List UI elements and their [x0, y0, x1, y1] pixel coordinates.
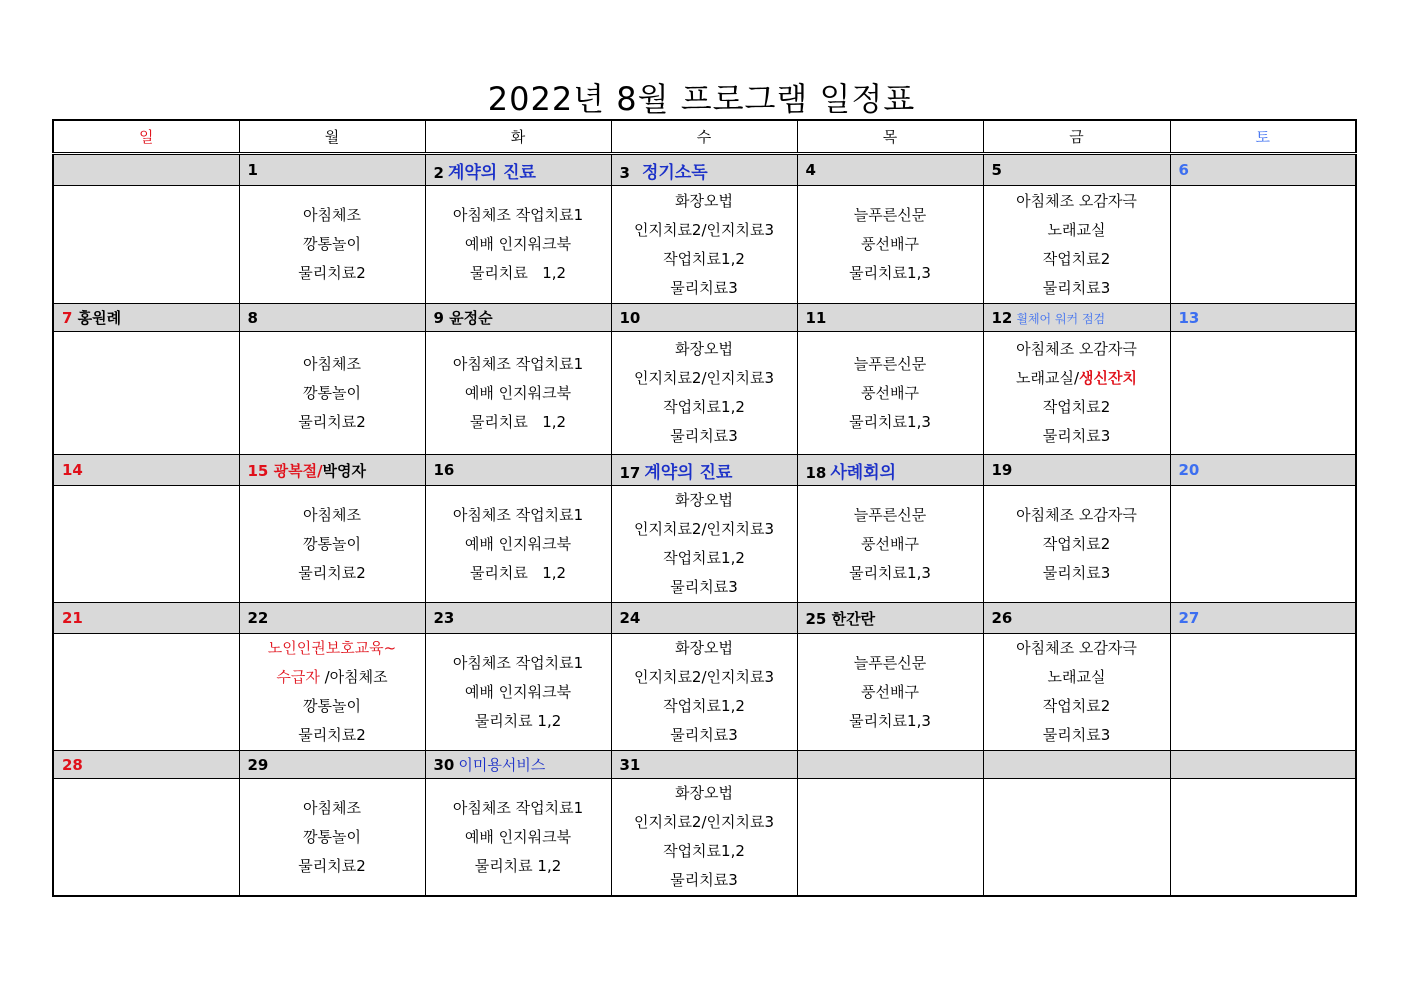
- program-line: 깡통놀이: [303, 697, 361, 715]
- program-line: 인지치료2/인지치료3: [633, 220, 775, 239]
- program-cell: [611, 634, 797, 751]
- date-cell: [53, 603, 239, 634]
- page-title: 2022년 8월 프로그램 일정표: [487, 80, 916, 118]
- date-cell: [239, 603, 425, 634]
- date-number: 25: [805, 609, 827, 628]
- program-line: 물리치료1,3: [849, 563, 931, 582]
- date-cell: [53, 304, 239, 332]
- program-line: 물리치료3: [670, 427, 738, 445]
- program-line: 아침체조 작업치료1: [452, 505, 584, 524]
- date-cell: [53, 751, 239, 779]
- program-cell: [239, 486, 425, 603]
- date-cell: [1170, 455, 1356, 486]
- event-label: 정기소독: [641, 162, 708, 183]
- program-line: 노래교실: [1047, 220, 1106, 239]
- program-line: 물리치료1,3: [849, 711, 931, 730]
- weekday-mon: 월: [239, 120, 425, 154]
- program-line: 물리치료 1,2: [469, 412, 567, 431]
- program-cell: [611, 332, 797, 455]
- date-number: 20: [1178, 461, 1200, 479]
- program-line: 늘푸른신문: [853, 653, 927, 672]
- date-number: 23: [433, 609, 455, 627]
- date-cell: [239, 751, 425, 779]
- program-cell: [239, 332, 425, 455]
- date-cell: [53, 154, 239, 186]
- date-cell: [983, 455, 1170, 486]
- program-line: 작업치료2: [1042, 697, 1111, 715]
- program-line: 아침체조 오감자극: [1016, 639, 1137, 657]
- date-cell: [797, 154, 983, 186]
- program-line: 작업치료1,2: [663, 697, 745, 715]
- program-line: 물리치료1,3: [849, 412, 931, 431]
- program-line: 물리치료1,3: [849, 264, 931, 282]
- weekday-thu: 목: [797, 120, 983, 154]
- date-cell: [797, 304, 983, 332]
- event-label: 계약의 진료: [447, 162, 536, 183]
- date-number: 9: [433, 309, 444, 327]
- date-number: 30: [433, 756, 455, 774]
- date-number: 18: [805, 463, 827, 482]
- date-number: 1: [247, 161, 258, 179]
- birthday-party-label: 생신잔치: [1079, 369, 1137, 387]
- program-line: 늘푸른신문: [853, 354, 927, 373]
- program-line: [984, 364, 1170, 393]
- program-line: 늘푸른신문: [853, 206, 927, 224]
- date-cell: [53, 455, 239, 486]
- program-line: 인지치료2/인지치료3: [633, 520, 775, 538]
- calendar-table: [52, 119, 1357, 897]
- program-line: 화장오법: [675, 784, 733, 802]
- date-number: 29: [247, 755, 269, 774]
- event-label: 사례회의: [830, 462, 897, 483]
- program-line: 아침체조 오감자극: [1016, 505, 1137, 524]
- program-line: 인지치료2/인지치료3: [633, 668, 775, 686]
- program-line: 예배 인지워크북: [464, 534, 572, 553]
- program-line: 물리치료3: [670, 726, 738, 744]
- program-cell: [1170, 486, 1356, 603]
- program-text: /아침체조: [319, 668, 388, 686]
- program-cell: [1170, 332, 1356, 455]
- program-line: 깡통놀이: [303, 235, 361, 253]
- program-line: 아침체조 작업치료1: [452, 206, 584, 224]
- program-text: 노래교실/: [1016, 369, 1080, 387]
- program-line: 물리치료2: [298, 856, 366, 875]
- program-cell: [425, 332, 611, 455]
- weekday-tue: 화: [425, 120, 611, 154]
- program-line: 물리치료3: [1042, 563, 1111, 582]
- program-line: 풍선배구: [861, 235, 919, 253]
- date-cell: [239, 455, 425, 486]
- program-line: 물리치료3: [1042, 427, 1111, 445]
- program-cell: [983, 186, 1170, 304]
- date-cell: [797, 603, 983, 634]
- program-line: 물리치료2: [298, 412, 366, 431]
- program-line: 물리치료2: [298, 563, 366, 582]
- week5-content-row: [53, 779, 1356, 897]
- program-cell: [239, 779, 425, 897]
- program-line: 작업치료1,2: [663, 249, 745, 268]
- date-cell: [1170, 154, 1356, 186]
- program-text: 수급자: [276, 668, 320, 686]
- program-cell: [611, 486, 797, 603]
- date-number: 3: [619, 163, 630, 182]
- date-cell: [983, 751, 1170, 779]
- program-cell: [1170, 634, 1356, 751]
- program-line: 아침체조 작업치료1: [452, 798, 584, 817]
- program-line: 물리치료3: [1042, 278, 1111, 297]
- weekday-sat: 토: [1170, 120, 1356, 154]
- program-cell: [53, 779, 239, 897]
- date-number: 5: [991, 161, 1002, 179]
- date-number: 8: [247, 308, 258, 327]
- program-line: 물리치료 1,2: [469, 563, 567, 582]
- event-label: 이미용서비스: [458, 756, 546, 774]
- program-line: 작업치료2: [1042, 249, 1111, 268]
- date-cell: [983, 154, 1170, 186]
- date-number: 24: [619, 609, 641, 627]
- program-line: [240, 663, 425, 692]
- program-line: 물리치료2: [298, 264, 366, 282]
- date-cell: [1170, 751, 1356, 779]
- week1-content-row: [53, 186, 1356, 304]
- program-line: 작업치료2: [1042, 398, 1111, 416]
- program-cell: [239, 634, 425, 751]
- week4-date-row: [53, 603, 1356, 634]
- program-line: 깡통놀이: [303, 534, 361, 553]
- event-label: 윤정순: [449, 309, 493, 327]
- date-cell: [983, 304, 1170, 332]
- date-cell: [611, 455, 797, 486]
- program-cell: [425, 634, 611, 751]
- program-line: 물리치료3: [670, 278, 738, 297]
- program-cell: [797, 779, 983, 897]
- program-cell: [1170, 186, 1356, 304]
- program-cell: [425, 779, 611, 897]
- program-cell: [797, 332, 983, 455]
- date-number: 13: [1178, 308, 1200, 327]
- event-label: 한간란: [831, 609, 876, 628]
- date-number: 26: [991, 609, 1013, 627]
- week1-date-row: [53, 154, 1356, 186]
- program-line: 작업치료2: [1042, 534, 1111, 553]
- week2-date-row: [53, 304, 1356, 332]
- program-cell: [53, 186, 239, 304]
- date-cell: [797, 455, 983, 486]
- program-line: 아침체조: [303, 354, 361, 373]
- program-line: 깡통놀이: [303, 827, 361, 846]
- program-cell: [983, 779, 1170, 897]
- program-line: 아침체조 오감자극: [1016, 340, 1137, 358]
- program-line: 인지치료2/인지치료3: [633, 813, 775, 831]
- week3-date-row: [53, 455, 1356, 486]
- event-label: 계약의 진료: [644, 462, 733, 483]
- program-line: 물리치료 1,2: [474, 711, 562, 730]
- program-line: 아침체조 작업치료1: [452, 354, 584, 373]
- program-line: 물리치료 1,2: [474, 856, 562, 875]
- program-line: 노래교실: [1047, 668, 1106, 686]
- program-line: 아침체조 작업치료1: [452, 653, 584, 672]
- program-cell: [53, 634, 239, 751]
- program-line: 화장오법: [675, 191, 733, 210]
- program-cell: [983, 634, 1170, 751]
- date-number: 11: [805, 308, 827, 327]
- program-line: 인지치료2/인지치료3: [633, 369, 775, 387]
- date-cell: [1170, 603, 1356, 634]
- program-cell: [983, 486, 1170, 603]
- program-line: 작업치료1,2: [663, 842, 745, 860]
- date-number: 7: [62, 309, 73, 327]
- date-cell: [611, 154, 797, 186]
- date-number: 2: [433, 163, 444, 182]
- event-label: 박영자: [322, 461, 367, 480]
- program-line: 물리치료 1,2: [469, 264, 567, 282]
- program-cell: [1170, 779, 1356, 897]
- date-number: 21: [62, 609, 83, 627]
- date-number: 10: [619, 308, 641, 327]
- program-line: 아침체조: [303, 505, 361, 524]
- program-line: 물리치료3: [670, 578, 738, 596]
- program-cell: [611, 779, 797, 897]
- date-cell: [983, 603, 1170, 634]
- date-number: 15 광복절/: [247, 461, 323, 480]
- program-line: 작업치료1,2: [663, 549, 745, 567]
- program-cell: [797, 186, 983, 304]
- program-line: 풍선배구: [861, 383, 919, 402]
- date-number: 17: [619, 463, 641, 482]
- program-cell: [425, 486, 611, 603]
- program-line: 풍선배구: [861, 534, 919, 553]
- program-line: 풍선배구: [861, 682, 919, 701]
- program-line: 예배 인지워크북: [464, 383, 572, 402]
- weekday-wed: 수: [611, 120, 797, 154]
- program-line: 예배 인지워크북: [464, 682, 572, 701]
- date-number: 6: [1178, 161, 1189, 179]
- date-cell: [425, 154, 611, 186]
- week5-date-row: [53, 751, 1356, 779]
- date-cell: [1170, 304, 1356, 332]
- date-cell: [425, 304, 611, 332]
- program-cell: [425, 186, 611, 304]
- program-line: 화장오법: [675, 639, 733, 657]
- date-cell: [425, 455, 611, 486]
- date-number: 28: [62, 755, 83, 774]
- program-cell: [239, 186, 425, 304]
- program-cell: [611, 186, 797, 304]
- date-cell: [611, 751, 797, 779]
- date-cell: [425, 603, 611, 634]
- event-label: 휠체어 워커 점검: [1016, 311, 1106, 326]
- program-line: 화장오법: [675, 491, 733, 509]
- date-number: 19: [991, 461, 1013, 479]
- program-line: 아침체조: [303, 206, 361, 224]
- weekday-fri: 금: [983, 120, 1170, 154]
- weekday-header-row: [53, 120, 1356, 154]
- program-line: 아침체조 오감자극: [1016, 191, 1137, 210]
- program-line: 늘푸른신문: [853, 505, 927, 524]
- program-line: 작업치료1,2: [663, 398, 745, 416]
- week3-content-row: [53, 486, 1356, 603]
- event-label: 홍원례: [77, 309, 122, 327]
- program-line: 노인인권보호교육~: [267, 639, 397, 657]
- program-line: 예배 인지워크북: [464, 827, 572, 846]
- program-line: 물리치료2: [298, 726, 366, 744]
- date-number: 22: [247, 609, 269, 627]
- date-number: 27: [1178, 609, 1200, 627]
- date-cell: [611, 603, 797, 634]
- date-cell: [425, 751, 611, 779]
- program-cell: [797, 486, 983, 603]
- program-cell: [53, 486, 239, 603]
- date-cell: [611, 304, 797, 332]
- program-cell: [53, 332, 239, 455]
- weekday-sun: 일: [53, 120, 239, 154]
- date-cell: [239, 304, 425, 332]
- program-line: 물리치료3: [1042, 726, 1111, 744]
- date-cell: [797, 751, 983, 779]
- week2-content-row: [53, 332, 1356, 455]
- date-number: 31: [619, 755, 641, 774]
- program-cell: [797, 634, 983, 751]
- program-line: 아침체조: [303, 798, 361, 817]
- date-number: 12: [991, 308, 1013, 327]
- date-number: 14: [62, 461, 83, 479]
- program-line: 깡통놀이: [303, 383, 361, 402]
- date-number: 16: [433, 461, 455, 479]
- program-cell: [983, 332, 1170, 455]
- date-number: 4: [805, 161, 816, 179]
- date-cell: [239, 154, 425, 186]
- program-line: 물리치료3: [670, 871, 738, 889]
- program-line: 예배 인지워크북: [464, 235, 572, 253]
- program-line: 화장오법: [675, 340, 733, 358]
- week4-content-row: [53, 634, 1356, 751]
